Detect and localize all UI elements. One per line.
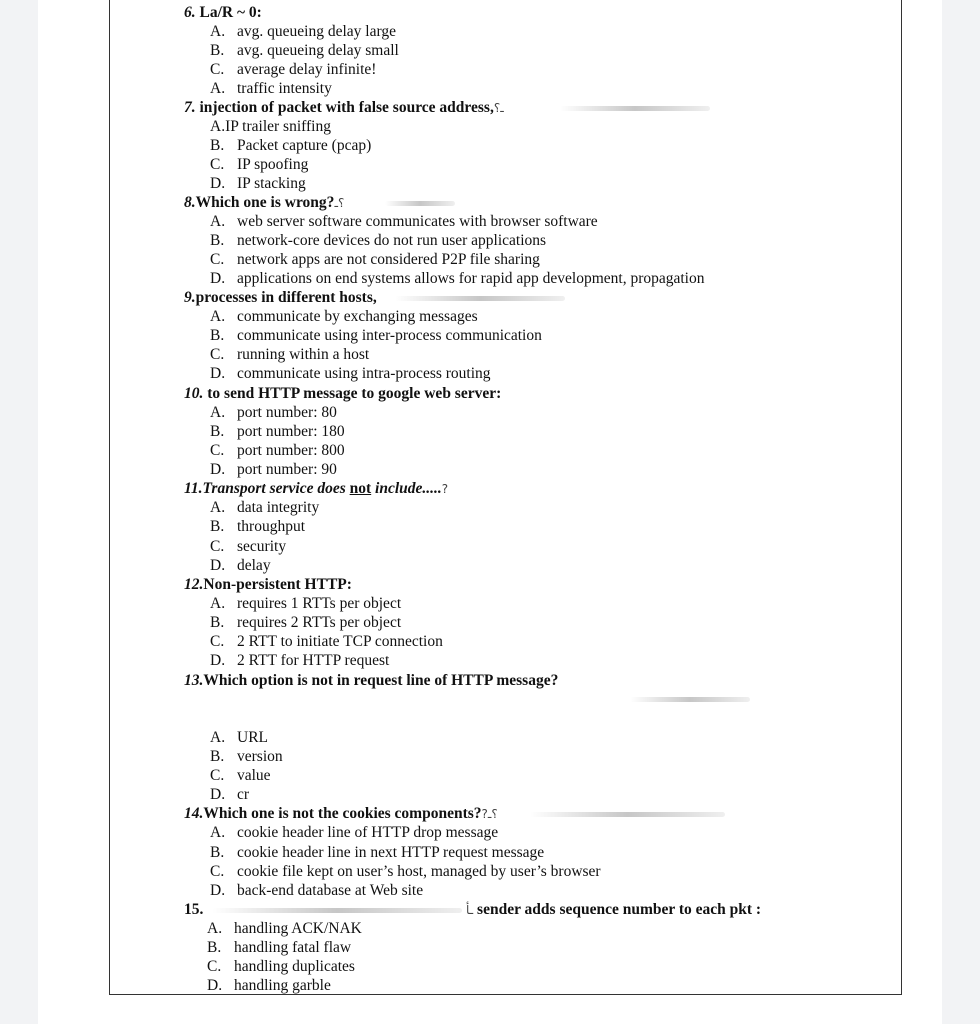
option-letter: A. — [210, 118, 226, 135]
option-letter: B. — [207, 939, 222, 956]
question-text-end: include..... — [371, 480, 442, 497]
question-9 — [184, 288, 377, 307]
option-text: delay — [237, 557, 271, 574]
option-text: communicate using intra-process routing — [237, 365, 491, 382]
option — [210, 422, 345, 441]
option-letter: D. — [210, 557, 226, 574]
question-text: Non-persistent HTTP: — [203, 576, 352, 593]
question-text: injection of packet with false source address, — [195, 99, 494, 116]
option-letter: B. — [210, 327, 225, 344]
option — [210, 728, 268, 747]
option-text: handling duplicates — [234, 958, 355, 975]
option — [210, 843, 544, 862]
option — [210, 79, 332, 98]
smudge — [530, 812, 725, 817]
option — [210, 881, 423, 900]
option — [210, 231, 546, 250]
option — [210, 632, 443, 651]
option — [210, 136, 371, 155]
option-text: communicate by exchanging messages — [237, 308, 478, 325]
option-text: IP trailer sniffing — [225, 118, 331, 135]
underlined-word: not — [349, 480, 372, 497]
option — [210, 460, 337, 479]
option-text: applications on end systems allows for rapid app development, propagation — [237, 270, 705, 287]
question-10 — [184, 384, 501, 403]
question-text: to send HTTP message to google web server: — [203, 385, 502, 402]
option — [207, 976, 331, 995]
question-6 — [184, 3, 262, 22]
option-letter: C. — [210, 61, 225, 78]
question-14 — [184, 804, 498, 824]
option-letter: C. — [210, 863, 225, 880]
option — [210, 60, 376, 79]
option-letter: D. — [207, 977, 223, 994]
option-text: cookie header line of HTTP drop message — [237, 824, 499, 841]
option — [210, 403, 337, 422]
option — [210, 22, 396, 41]
option-letter: C. — [210, 346, 225, 363]
option — [210, 766, 271, 785]
option-letter: A. — [210, 824, 226, 841]
option — [210, 498, 319, 517]
option-text: port number: 180 — [237, 423, 345, 440]
question-15 — [466, 900, 761, 920]
handwritten-mark: ـ؟ — [493, 101, 504, 115]
smudge — [560, 106, 710, 111]
option-letter: A. — [210, 308, 226, 325]
option-text: back-end database at Web site — [237, 882, 424, 899]
option — [210, 155, 308, 174]
option-text: requires 2 RTTs per object — [237, 614, 402, 631]
option-letter: C. — [210, 156, 225, 173]
question-number: 12. — [184, 576, 204, 593]
option — [210, 269, 704, 288]
option-text: handling fatal flaw — [234, 939, 352, 956]
option-letter: A. — [210, 729, 226, 746]
option-text: port number: 90 — [237, 461, 337, 478]
option — [210, 307, 478, 326]
option — [210, 556, 271, 575]
option-text: traffic intensity — [237, 80, 332, 97]
question-13 — [184, 671, 558, 690]
option-letter: B. — [210, 614, 225, 631]
option — [207, 919, 362, 938]
question-15-number — [184, 900, 203, 919]
option — [210, 117, 331, 136]
option-letter: D. — [210, 270, 226, 287]
option-letter: B. — [210, 844, 225, 861]
question-number: 10. — [184, 385, 204, 402]
option-letter: B. — [210, 748, 225, 765]
handwritten-mark: ؟ـ — [334, 196, 345, 210]
handwritten-mark: ?؟ـ — [481, 807, 498, 821]
option-letter: C. — [210, 442, 225, 459]
question-8 — [184, 193, 344, 213]
option — [210, 747, 283, 766]
handwritten-mark: ? — [441, 482, 449, 496]
option-letter: D. — [210, 786, 226, 803]
option-letter: B. — [210, 42, 225, 59]
option — [210, 862, 601, 881]
option — [207, 957, 355, 976]
option-text: handling ACK/NAK — [234, 920, 362, 937]
option-text: URL — [237, 729, 268, 746]
option — [210, 785, 249, 804]
option — [210, 41, 399, 60]
option-text: throughput — [237, 518, 306, 535]
option-text: data integrity — [237, 499, 320, 516]
option-text: average delay infinite! — [237, 61, 377, 78]
option-text: port number: 800 — [237, 442, 345, 459]
option-letter: B. — [210, 137, 225, 154]
question-number: 7. — [184, 99, 196, 116]
option — [210, 441, 345, 460]
option-letter: B. — [210, 423, 225, 440]
smudge — [212, 908, 462, 913]
option-text: IP spoofing — [237, 156, 309, 173]
option-text: IP stacking — [237, 175, 306, 192]
option — [207, 938, 351, 957]
option-text: version — [237, 748, 283, 765]
option-text: cr — [237, 786, 250, 803]
question-number: 11. — [184, 480, 203, 497]
option — [210, 517, 305, 536]
option — [210, 651, 389, 670]
question-7 — [184, 98, 504, 118]
option — [210, 345, 369, 364]
option — [210, 326, 542, 345]
option-letter: C. — [210, 251, 225, 268]
option-letter: A. — [210, 213, 226, 230]
option-letter: B. — [210, 232, 225, 249]
option-text: 2 RTT for HTTP request — [237, 652, 390, 669]
handwritten-mark: ـأ — [466, 903, 474, 917]
option-letter: C. — [210, 633, 225, 650]
option — [210, 823, 498, 842]
option-text: running within a host — [237, 346, 370, 363]
question-12 — [184, 575, 352, 594]
option — [210, 212, 598, 231]
question-number: 13. — [184, 672, 204, 689]
question-text: Transport service does — [202, 480, 350, 497]
option-text: web server software communicates with browser software — [237, 213, 598, 230]
question-text: Which one is not the cookies components? — [203, 805, 482, 822]
option-text: Packet capture (pcap) — [237, 137, 372, 154]
option-letter: A. — [210, 404, 226, 421]
option — [210, 537, 286, 556]
option-text: network apps are not considered P2P file sharing — [237, 251, 540, 268]
option-letter: D. — [210, 652, 226, 669]
option-text: 2 RTT to initiate TCP connection — [237, 633, 443, 650]
option-letter: A. — [210, 80, 226, 97]
question-number: 8. — [184, 194, 196, 211]
option — [210, 364, 491, 383]
option-text: value — [237, 767, 271, 784]
option-letter: A. — [207, 920, 223, 937]
question-text: processes in different hosts, — [195, 289, 377, 306]
option — [210, 174, 306, 193]
smudge — [395, 296, 565, 301]
option-letter: C. — [210, 538, 225, 555]
question-number: 15. — [184, 901, 204, 918]
question-number: 14. — [184, 805, 204, 822]
question-text: Which one is wrong? — [195, 194, 335, 211]
question-text: sender adds sequence number to each pkt : — [477, 901, 762, 918]
option-text: avg. queueing delay small — [237, 42, 399, 59]
option — [210, 250, 540, 269]
option-letter: A. — [210, 595, 226, 612]
option-text: handling garble — [234, 977, 331, 994]
option-letter: D. — [210, 882, 226, 899]
question-number: 6. — [184, 4, 196, 21]
option-letter: A. — [210, 23, 226, 40]
option-letter: D. — [210, 365, 226, 382]
option-text: port number: 80 — [237, 404, 337, 421]
question-text: Which option is not in request line of HTTP message? — [203, 672, 559, 689]
option-text: network-core devices do not run user applications — [237, 232, 547, 249]
option-letter: D. — [210, 175, 226, 192]
smudge — [630, 697, 750, 702]
option-text: cookie file kept on user’s host, managed by user’s browser — [237, 863, 601, 880]
question-text: La/R ~ 0: — [195, 4, 262, 21]
option-text: requires 1 RTTs per object — [237, 595, 402, 612]
option-text: cookie header line in next HTTP request message — [237, 844, 545, 861]
option-text: communicate using inter-process communication — [237, 327, 542, 344]
option-letter: A. — [210, 499, 226, 516]
option-letter: C. — [207, 958, 222, 975]
option-letter: B. — [210, 518, 225, 535]
option-letter: C. — [210, 767, 225, 784]
option-text: security — [237, 538, 287, 555]
option — [210, 594, 401, 613]
question-number: 9. — [184, 289, 196, 306]
option-letter: D. — [210, 461, 226, 478]
option-text: avg. queueing delay large — [237, 23, 396, 40]
question-11 — [184, 479, 448, 499]
option — [210, 613, 401, 632]
smudge — [385, 201, 455, 206]
